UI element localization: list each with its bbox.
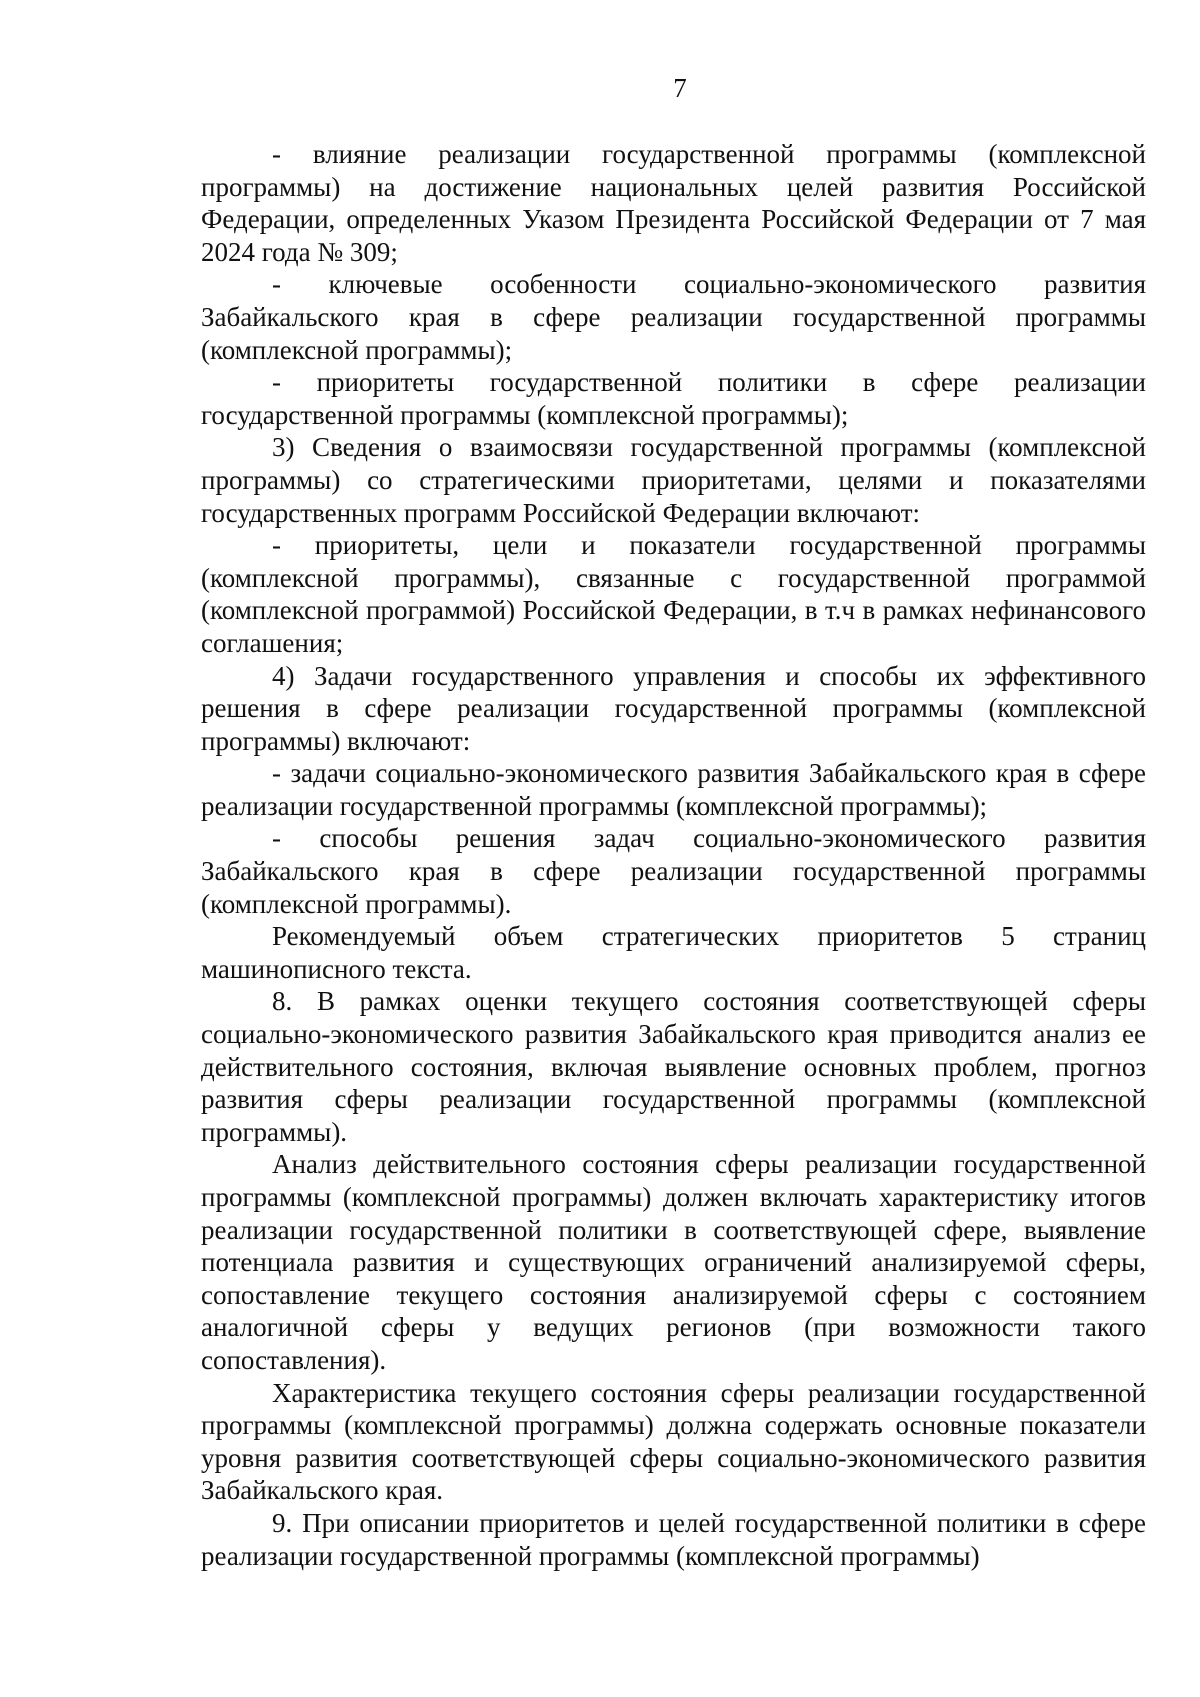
paragraph-state-characteristics: Характеристика текущего состояния сферы реализации государственной программы (комплексной программы) должна содержать основные показатели уровня развития соответствующей сферы социально-экономического развития Забайкальского края. — [201, 1377, 1146, 1506]
paragraph-impact-national-goals: - влияние реализации государственной программы (комплексной программы) на достижение национальных целей развития Российской Федерации, определенных Указом Президента Российской Федерации от 7 мая 2024 года № 309; — [201, 139, 1146, 267]
paragraph-policy-priorities: - приоритеты государственной политики в сфере реализации государственной программы (комплексной программы); — [201, 367, 1146, 430]
document-body — [201, 138, 1146, 1572]
paragraph-item-8-current-state: 8. В рамках оценки текущего состояния соответствующей сферы социально-экономического развития Забайкальского края приводится анализ ее действительного состояния, включая выявление основных проблем, прогноз развития сферы реализации государственной программы (комплексной программы). — [201, 986, 1146, 1147]
paragraph-item-3-interrelation: 3) Сведения о взаимосвязи государственной программы (комплексной программы) со стратегическими приоритетами, целями и показателями государственных программ Российской Федерации включают: — [201, 432, 1146, 528]
paragraph-solution-methods: - способы решения задач социально-экономического развития Забайкальского края в сфере реализации государственной программы (комплексной программы). — [201, 823, 1146, 919]
page-number: 7 — [673, 73, 687, 103]
paragraph-development-tasks: - задачи социально-экономического развития Забайкальского края в сфере реализации государственной программы (комплексной программы); — [201, 758, 1146, 821]
paragraph-recommended-volume: Рекомендуемый объем стратегических приоритетов 5 страниц машинописного текста. — [201, 921, 1146, 984]
paragraph-item-4-tasks: 4) Задачи государственного управления и способы их эффективного решения в сфере реализации государственной программы (комплексной программы) включают: — [201, 660, 1146, 756]
paragraph-item-9-priorities: 9. При описании приоритетов и целей государственной политики в сфере реализации государственной программы (комплексной программы) — [201, 1507, 1146, 1571]
paragraph-state-analysis: Анализ действительного состояния сферы реализации государственной программы (комплексной программы) должен включать характеристику итогов реализации государственной политики в соответствующей сфере, выявление потенциала развития и существующих ограничений анализируемой сферы, сопоставление текущего состояния анализируемой сферы с состоянием аналогичной сферы у ведущих регионов (при возможности такого сопоставления). — [201, 1149, 1146, 1375]
paragraph-key-features: - ключевые особенности социально-экономического развития Забайкальского края в сфере реализации государственной программы (комплексной программы); — [201, 269, 1146, 365]
paragraph-priorities-goals-indicators: - приоритеты, цели и показатели государственной программы (комплексной программы), связанные с государственной программой (комплексной программой) Российской Федерации, в т.ч в рамках нефинансового соглашения; — [201, 530, 1146, 658]
